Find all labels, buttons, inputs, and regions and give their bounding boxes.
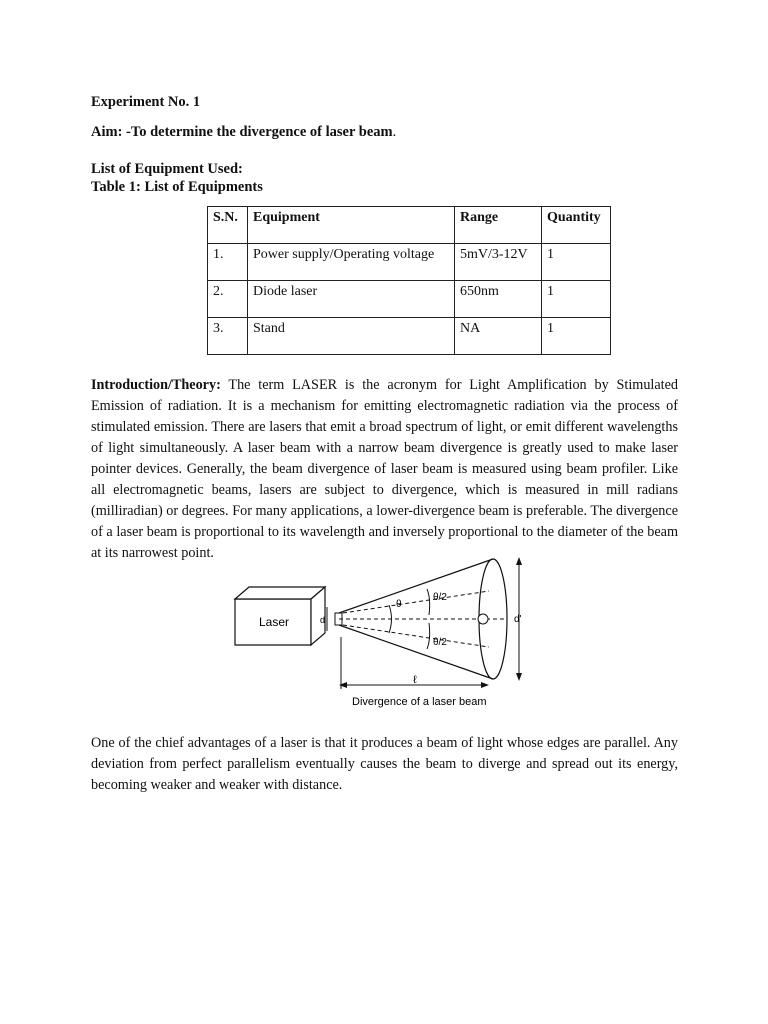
cone-bottom-edge (339, 625, 493, 679)
aim-suffix: . (392, 124, 397, 140)
cell-sn: 1. (208, 244, 248, 281)
d-prime-label: d' (514, 614, 522, 625)
cell-quantity: 1 (542, 281, 611, 318)
header-range: Range (455, 207, 542, 244)
divergence-line-top (343, 591, 489, 613)
table-row (208, 244, 611, 281)
cell-equipment: Diode laser (248, 281, 455, 318)
closing-paragraph: One of the chief advantages of a laser is that it produces a beam of light whose edges are parallel. Any deviation from perfect parallelism eventually causes the beam to diverge and spread out its energy, becoming weaker and weaker with distance. (91, 735, 678, 793)
intro-text: The term LASER is the acronym for Light Amplification by Stimulated Emission of radiation. It is a mechanism for emitting electromagnetic radiation via the process of stimulated emission. There are lasers that emit a broad spectrum of light, or emit different wavelengths of light simultaneously. A laser beam with a narrow beam divergence is greatly used to make laser pointer devices. Generally, the beam divergence of laser beam is measured using beam profiler. Like all electromagnetic beams, lasers are subject to divergence, which is measured in mill radians (milliradian) or degrees. For many applications, a lower-divergence beam is preferable. The divergence of a laser beam is proportional to its wavelength and inversely proportional to the diameter of the beam at its narrowest point. (91, 377, 678, 561)
aim-statement (91, 124, 396, 141)
cell-quantity: 1 (542, 244, 611, 281)
divergence-line-bottom (343, 625, 489, 647)
theta-label: θ (396, 599, 402, 610)
l-label: ℓ (413, 674, 417, 686)
figure-caption: Divergence of a laser beam (352, 696, 487, 708)
d-label: d (320, 615, 326, 625)
table-row (208, 281, 611, 318)
d-prime-arrow-top (516, 557, 522, 565)
laser-divergence-diagram (231, 555, 531, 715)
half-theta-arc-bottom (427, 623, 430, 649)
cell-quantity: 1 (542, 318, 611, 355)
table-header-row (208, 207, 611, 244)
aim-text: Aim: -To determine the divergence of laser beam (91, 124, 393, 140)
cell-sn: 3. (208, 318, 248, 355)
cell-range: 5mV/3-12V (455, 244, 542, 281)
cell-sn: 2. (208, 281, 248, 318)
intro-paragraph (91, 375, 678, 564)
header-quantity: Quantity (542, 207, 611, 244)
l-arrow-left (339, 682, 347, 688)
d-prime-arrow-bottom (516, 673, 522, 681)
cell-range: NA (455, 318, 542, 355)
cell-range: 650nm (455, 281, 542, 318)
table-caption: Table 1: List of Equipments (91, 179, 263, 195)
l-arrow-right (481, 682, 489, 688)
half-theta-bottom-label: θ/2 (433, 637, 447, 648)
half-theta-top-label: θ/2 (433, 592, 447, 603)
table-row (208, 318, 611, 355)
header-equipment: Equipment (248, 207, 455, 244)
equipment-heading: List of Equipment Used: (91, 161, 243, 177)
laser-label: Laser (259, 615, 290, 629)
beam-spot (478, 614, 488, 624)
cell-equipment: Power supply/Operating voltage (248, 244, 455, 281)
intro-label: Introduction/Theory: (91, 377, 221, 393)
cone-top-edge (339, 559, 493, 613)
cell-equipment: Stand (248, 318, 455, 355)
equipment-table (207, 206, 611, 355)
experiment-number: Experiment No. 1 (91, 94, 201, 110)
header-sn: S.N. (208, 207, 248, 244)
half-theta-arc-top (427, 589, 430, 615)
